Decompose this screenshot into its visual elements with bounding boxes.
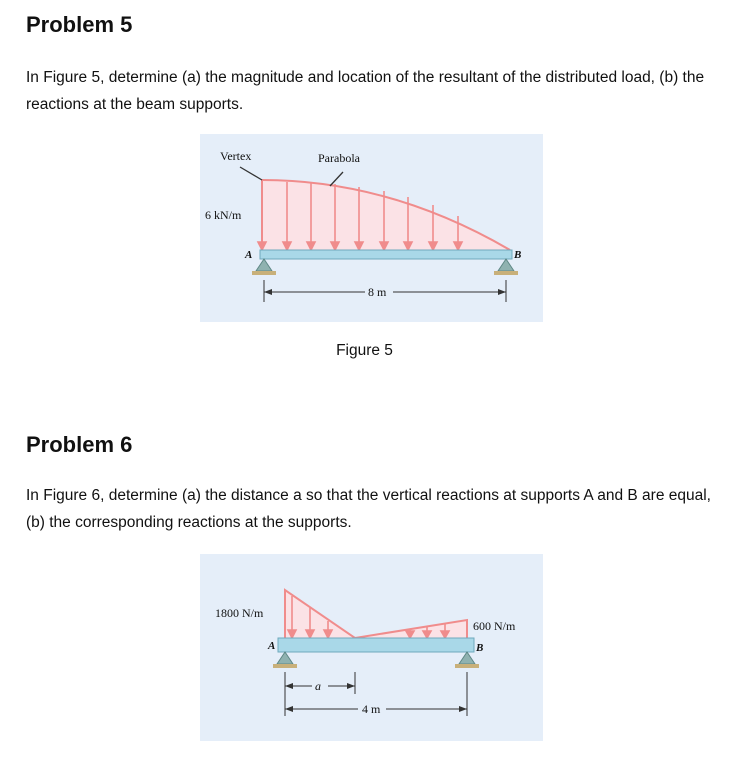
support-b-pin [455,652,479,668]
span-label: 4 m [362,702,381,716]
support-a-pin [252,259,276,275]
right-load-label: 600 N/m [473,619,516,633]
figure-5-caption: Figure 5 [336,342,393,359]
beam [260,250,512,259]
dimension-arrow-right [498,289,506,295]
span-label: 8 m [368,285,387,299]
support-b-pin [494,259,518,275]
dim-a-label: a [315,679,321,693]
support-b-label: B [476,642,484,654]
dim-span-arrow-left [285,706,293,712]
support-a-pin [273,652,297,668]
figure-6 [200,554,543,741]
vertex-label: Vertex [220,149,252,163]
figure-5-diagram [200,134,543,322]
left-load-label: 1800 N/m [215,606,264,620]
problem-6-text: In Figure 6, determine (a) the distance a so that the vertical reactions at supports A and B are equal, (b) the corresponding reactions at the supports. [26,487,711,531]
dimension-arrow-left [264,289,272,295]
dim-a-arrow-right [347,683,355,689]
problem-6-title: Problem 6 [26,432,133,457]
support-a-label: A [268,640,276,652]
support-a-label: A [245,249,253,261]
dim-a-arrow-left [285,683,293,689]
problem-5-text: In Figure 5, determine (a) the magnitude and location of the resultant of the distributed load, (b) the reactions at the beam supports. [26,69,705,113]
vertex-pointer [240,167,262,180]
parabolic-load-area [262,180,510,250]
parabola-label: Parabola [318,151,360,165]
figure-6-diagram [200,554,543,741]
beam [278,638,474,652]
problem-5-title: Problem 5 [26,12,133,37]
support-b-label: B [514,249,522,261]
figure-5 [200,134,543,322]
parabola-pointer [330,172,343,186]
dim-span-arrow-right [459,706,467,712]
load-intensity-label: 6 kN/m [205,208,242,222]
